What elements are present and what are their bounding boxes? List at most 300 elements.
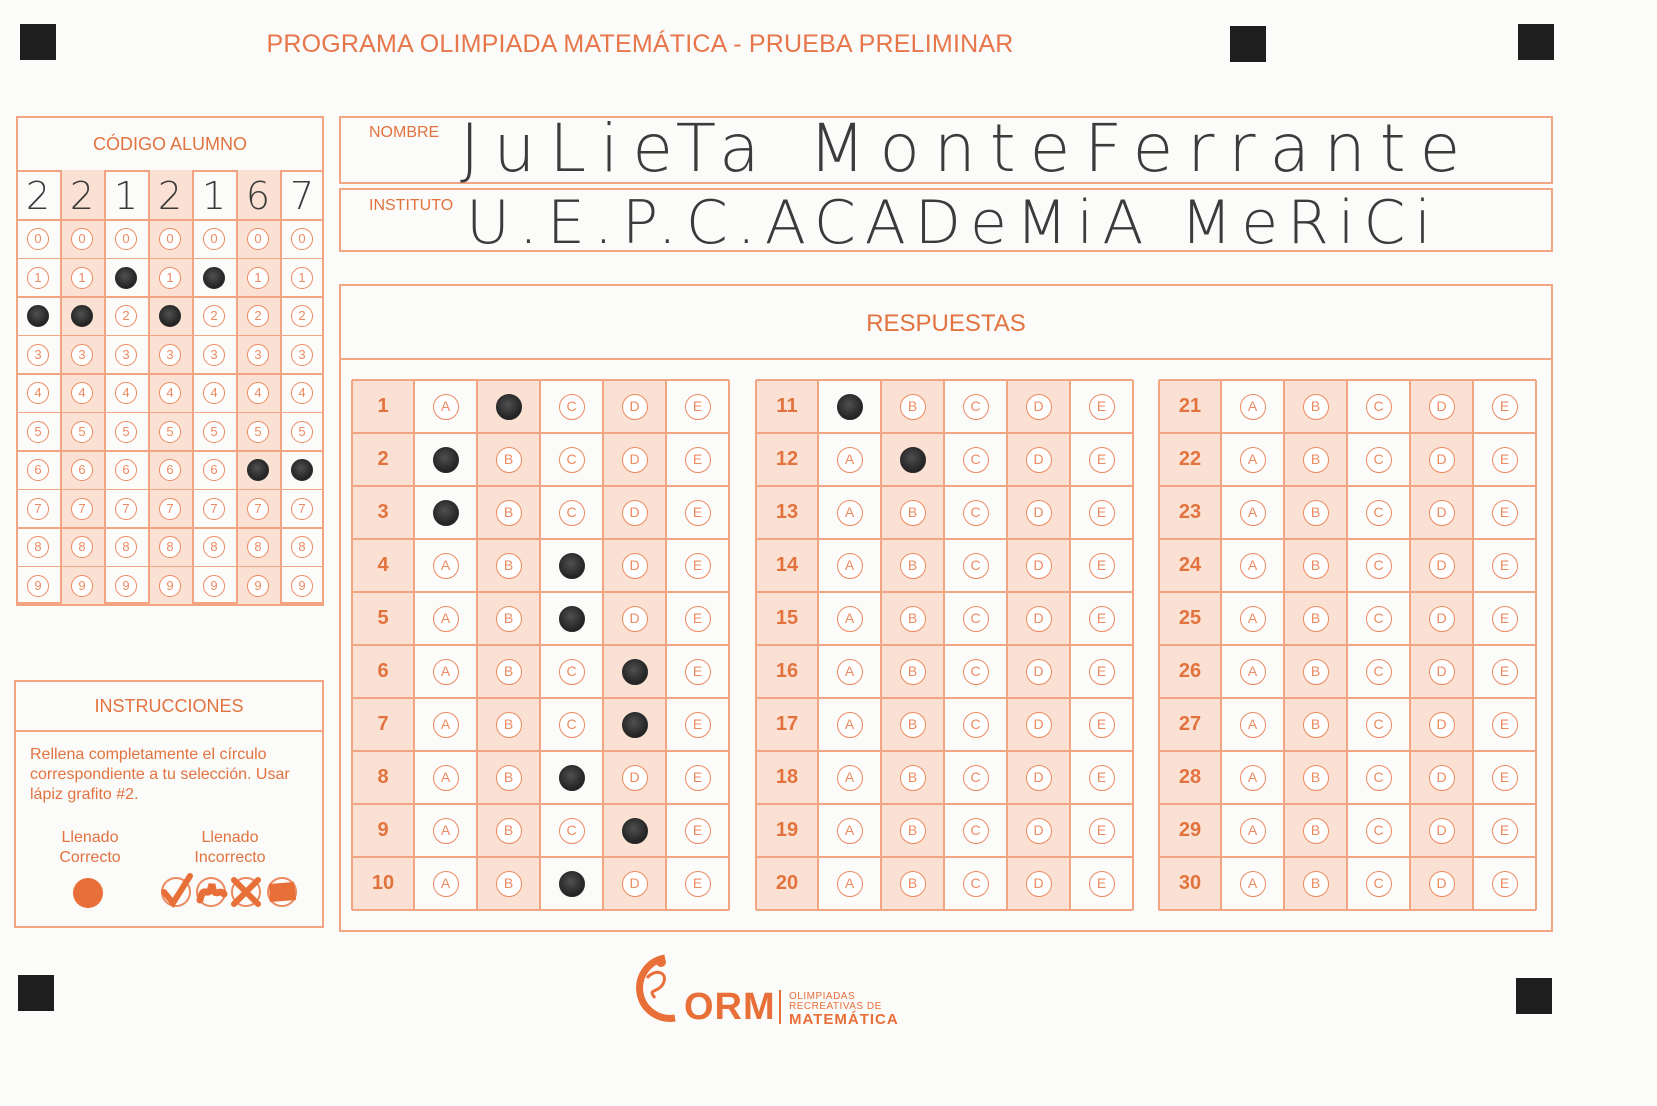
question-number: 2 xyxy=(377,447,389,470)
answer-option-bubble[interactable]: D xyxy=(1429,765,1455,791)
answer-option-bubble[interactable]: E xyxy=(1492,500,1518,526)
answer-grid-line xyxy=(1159,644,1536,646)
answer-option-bubble[interactable] xyxy=(837,394,863,420)
question-number: 15 xyxy=(775,606,799,629)
answer-option-bubble[interactable]: B xyxy=(1303,553,1329,579)
answer-option-bubble[interactable]: E xyxy=(1492,447,1518,473)
code-digit-bubble[interactable]: 4 xyxy=(291,382,313,404)
code-grid-line xyxy=(16,296,324,298)
answer-option-bubble[interactable]: C xyxy=(1366,553,1392,579)
code-digit-bubble[interactable]: 4 xyxy=(71,382,93,404)
question-number: 18 xyxy=(775,765,799,788)
code-digit-bubble[interactable]: 1 xyxy=(27,267,49,289)
answer-option-bubble[interactable] xyxy=(559,553,585,579)
answer-grid-line xyxy=(728,380,730,910)
answer-option-bubble[interactable]: A xyxy=(1240,765,1266,791)
answer-grid-line xyxy=(756,803,1133,805)
answer-option-bubble[interactable]: C xyxy=(1366,447,1392,473)
answer-grid-line xyxy=(352,591,729,593)
answer-grid-line xyxy=(756,591,1133,593)
code-digit-bubble[interactable]: 0 xyxy=(247,228,269,250)
code-digit-bubble[interactable]: 8 xyxy=(203,536,225,558)
answer-option-bubble[interactable]: A xyxy=(433,765,459,791)
answer-option-bubble[interactable]: A xyxy=(1240,394,1266,420)
code-digit-bubble[interactable]: 7 xyxy=(27,498,49,520)
code-digit-bubble[interactable]: 3 xyxy=(203,344,225,366)
code-digit-bubble[interactable]: 0 xyxy=(27,228,49,250)
answer-grid-line xyxy=(665,380,667,910)
code-digit-bubble[interactable]: 2 xyxy=(115,305,137,327)
answer-option-bubble[interactable]: B xyxy=(496,659,522,685)
answer-option-bubble[interactable]: D xyxy=(622,765,648,791)
answer-grid-line xyxy=(756,644,1133,646)
correct-fill-label: Llenado Correcto xyxy=(59,829,121,866)
answer-grid-line xyxy=(756,538,1133,540)
answer-option-bubble[interactable]: E xyxy=(1492,818,1518,844)
answer-option-bubble[interactable]: C xyxy=(963,394,989,420)
answer-option-bubble[interactable]: A xyxy=(1240,606,1266,632)
code-grid-line xyxy=(16,335,324,337)
answer-grid-line xyxy=(756,750,1133,752)
answer-option-bubble[interactable]: A xyxy=(1240,712,1266,738)
answer-option-bubble[interactable]: E xyxy=(1089,818,1115,844)
answer-option-bubble[interactable]: B xyxy=(496,765,522,791)
answer-option-bubble[interactable]: D xyxy=(1026,765,1052,791)
answer-option-bubble[interactable]: C xyxy=(1366,606,1392,632)
page-title: PROGRAMA OLIMPIADA MATEMÁTICA - PRUEBA PRELIMINAR xyxy=(266,30,1014,58)
code-digit-bubble[interactable]: 8 xyxy=(71,536,93,558)
code-grid-line xyxy=(60,170,62,605)
answer-grid-line xyxy=(1069,380,1071,910)
answer-option-bubble[interactable]: E xyxy=(1089,447,1115,473)
answer-option-bubble[interactable]: A xyxy=(433,606,459,632)
code-digit-handwritten: 2 xyxy=(157,174,183,218)
answer-option-bubble[interactable]: E xyxy=(1492,553,1518,579)
answer-option-bubble[interactable]: C xyxy=(1366,500,1392,526)
answer-option-bubble[interactable]: B xyxy=(1303,659,1329,685)
answer-option-bubble[interactable]: C xyxy=(1366,659,1392,685)
code-digit-bubble[interactable]: 8 xyxy=(159,536,181,558)
question-number: 30 xyxy=(1178,871,1202,894)
code-digit-bubble[interactable]: 5 xyxy=(203,421,225,443)
question-number: 27 xyxy=(1178,712,1202,735)
answer-option-bubble[interactable]: D xyxy=(1026,553,1052,579)
question-number: 20 xyxy=(775,871,799,894)
answer-option-bubble[interactable]: D xyxy=(1429,818,1455,844)
answer-grid-line xyxy=(1159,485,1536,487)
code-digit-bubble[interactable]: 6 xyxy=(115,459,137,481)
answer-option-bubble[interactable]: C xyxy=(963,871,989,897)
answer-option-bubble[interactable]: D xyxy=(622,553,648,579)
code-digit-bubble[interactable]: 0 xyxy=(203,228,225,250)
code-digit-bubble[interactable]: 4 xyxy=(203,382,225,404)
answer-option-bubble[interactable]: C xyxy=(963,553,989,579)
answer-option-bubble[interactable]: B xyxy=(496,553,522,579)
answer-option-bubble[interactable]: D xyxy=(1026,818,1052,844)
answer-option-bubble[interactable]: E xyxy=(1089,712,1115,738)
answer-option-bubble[interactable]: E xyxy=(1089,765,1115,791)
code-digit-bubble[interactable]: 5 xyxy=(71,421,93,443)
question-number: 6 xyxy=(377,659,389,682)
answer-option-bubble[interactable]: D xyxy=(622,606,648,632)
answer-option-bubble[interactable]: A xyxy=(1240,818,1266,844)
answer-option-bubble[interactable]: A xyxy=(433,818,459,844)
code-digit-bubble[interactable]: 8 xyxy=(247,536,269,558)
code-grid-line xyxy=(104,170,106,605)
code-digit-bubble[interactable]: 2 xyxy=(203,305,225,327)
answer-grid-line xyxy=(352,856,729,858)
code-digit-bubble[interactable]: 4 xyxy=(247,382,269,404)
code-grid-line xyxy=(16,527,324,529)
answer-option-bubble[interactable]: C xyxy=(963,606,989,632)
answer-option-bubble[interactable]: C xyxy=(1366,765,1392,791)
answer-option-bubble[interactable]: B xyxy=(900,553,926,579)
answer-option-bubble[interactable]: B xyxy=(900,818,926,844)
answer-option-bubble[interactable]: C xyxy=(559,447,585,473)
answer-option-bubble[interactable]: D xyxy=(622,394,648,420)
answer-option-bubble[interactable]: D xyxy=(1429,659,1455,685)
code-digit-bubble[interactable]: 8 xyxy=(291,536,313,558)
code-digit-bubble[interactable]: 9 xyxy=(115,575,137,597)
code-grid-line xyxy=(16,566,324,568)
code-digit-bubble[interactable]: 4 xyxy=(159,382,181,404)
answer-option-bubble[interactable]: A xyxy=(433,712,459,738)
code-digit-bubble[interactable]: 7 xyxy=(247,498,269,520)
answer-option-bubble[interactable]: E xyxy=(685,712,711,738)
code-digit-bubble[interactable]: 9 xyxy=(247,575,269,597)
code-digit-bubble[interactable]: 2 xyxy=(247,305,269,327)
answer-option-bubble[interactable]: A xyxy=(837,500,863,526)
question-number: 25 xyxy=(1178,606,1202,629)
answer-option-bubble[interactable]: A xyxy=(1240,659,1266,685)
answer-option-bubble[interactable]: D xyxy=(1429,394,1455,420)
answer-grid-line xyxy=(1159,432,1536,434)
answer-option-bubble[interactable]: B xyxy=(900,871,926,897)
answer-option-bubble[interactable]: E xyxy=(685,659,711,685)
answer-option-bubble[interactable]: B xyxy=(900,394,926,420)
answer-option-bubble[interactable]: B xyxy=(1303,871,1329,897)
code-digit-bubble[interactable]: 6 xyxy=(203,459,225,481)
code-digit-handwritten: 1 xyxy=(201,174,227,218)
code-digit-bubble[interactable]: 0 xyxy=(159,228,181,250)
code-grid-line xyxy=(16,412,324,414)
code-grid-line xyxy=(16,258,324,260)
code-grid-line xyxy=(280,170,282,605)
answer-option-bubble[interactable] xyxy=(559,765,585,791)
answer-option-bubble[interactable]: D xyxy=(1026,659,1052,685)
code-grid-line xyxy=(16,219,324,221)
answer-option-bubble[interactable]: B xyxy=(496,500,522,526)
answer-grid-line xyxy=(352,644,729,646)
answer-option-bubble[interactable]: A xyxy=(837,871,863,897)
answer-option-bubble[interactable]: A xyxy=(837,818,863,844)
answer-option-bubble[interactable]: E xyxy=(1089,553,1115,579)
answer-option-bubble[interactable]: B xyxy=(900,500,926,526)
answer-option-bubble[interactable] xyxy=(622,818,648,844)
code-digit-bubble[interactable]: 7 xyxy=(115,498,137,520)
answer-option-bubble[interactable]: A xyxy=(837,765,863,791)
code-digit-bubble[interactable]: 9 xyxy=(27,575,49,597)
answer-grid-line xyxy=(1006,380,1008,910)
answer-option-bubble[interactable]: A xyxy=(1240,500,1266,526)
logo-line3: MATEMÁTICA xyxy=(789,1011,899,1028)
question-number: 13 xyxy=(775,500,799,523)
answer-option-bubble[interactable] xyxy=(496,394,522,420)
answer-option-bubble[interactable]: D xyxy=(1026,394,1052,420)
answer-option-bubble[interactable]: E xyxy=(1492,606,1518,632)
answer-option-bubble[interactable]: B xyxy=(900,712,926,738)
question-number: 9 xyxy=(377,818,389,841)
answer-grid-line xyxy=(756,856,1133,858)
answer-option-bubble[interactable]: B xyxy=(496,871,522,897)
answer-option-bubble[interactable]: C xyxy=(1366,712,1392,738)
answer-option-bubble[interactable] xyxy=(622,712,648,738)
code-digit-bubble[interactable]: 5 xyxy=(115,421,137,443)
answer-option-bubble[interactable]: B xyxy=(496,712,522,738)
answer-option-bubble[interactable]: C xyxy=(963,659,989,685)
answer-option-bubble[interactable]: A xyxy=(1240,871,1266,897)
answer-option-bubble[interactable]: A xyxy=(433,871,459,897)
answer-option-bubble[interactable]: C xyxy=(963,818,989,844)
answer-option-bubble[interactable]: E xyxy=(685,500,711,526)
code-digit-bubble[interactable] xyxy=(115,267,137,289)
question-number: 16 xyxy=(775,659,799,682)
code-grid-line xyxy=(16,489,324,491)
answer-option-bubble[interactable] xyxy=(622,659,648,685)
answer-option-bubble[interactable] xyxy=(559,871,585,897)
answer-grid-line xyxy=(352,485,729,487)
question-number: 8 xyxy=(377,765,389,788)
answer-grid-line xyxy=(1535,380,1537,910)
answer-option-bubble[interactable]: B xyxy=(1303,447,1329,473)
question-number: 11 xyxy=(776,394,798,417)
answer-grid-line xyxy=(352,803,729,805)
answer-option-bubble[interactable]: C xyxy=(559,659,585,685)
answer-option-bubble[interactable]: C xyxy=(559,500,585,526)
code-digit-bubble[interactable]: 5 xyxy=(291,421,313,443)
code-digit-bubble[interactable]: 3 xyxy=(247,344,269,366)
answer-option-bubble[interactable]: D xyxy=(622,500,648,526)
code-digit-bubble[interactable]: 1 xyxy=(159,267,181,289)
question-number: 10 xyxy=(371,871,395,894)
answer-option-bubble[interactable]: C xyxy=(559,712,585,738)
code-digit-bubble[interactable]: 1 xyxy=(247,267,269,289)
code-digit-bubble[interactable]: 7 xyxy=(71,498,93,520)
answer-grid-line xyxy=(1346,380,1348,910)
code-grid-line xyxy=(16,450,324,452)
answer-option-bubble[interactable]: B xyxy=(496,818,522,844)
answer-option-bubble[interactable]: A xyxy=(837,712,863,738)
answer-option-bubble[interactable]: D xyxy=(1429,871,1455,897)
answer-grid-line xyxy=(352,379,729,381)
code-digit-bubble[interactable]: 6 xyxy=(27,459,49,481)
code-digit-bubble[interactable]: 6 xyxy=(159,459,181,481)
answer-option-bubble[interactable]: A xyxy=(433,553,459,579)
answer-option-bubble[interactable] xyxy=(559,606,585,632)
code-digit-bubble[interactable]: 7 xyxy=(291,498,313,520)
incorrect-fill-label: Llenado Incorrecto xyxy=(194,829,266,866)
logo-line2: RECREATIVAS DE xyxy=(789,1001,882,1012)
answer-option-bubble[interactable]: A xyxy=(837,553,863,579)
code-digit-bubble[interactable]: 5 xyxy=(159,421,181,443)
code-digit-bubble[interactable]: 3 xyxy=(71,344,93,366)
answer-option-bubble[interactable]: D xyxy=(1026,712,1052,738)
answer-option-bubble[interactable]: B xyxy=(900,765,926,791)
answer-option-bubble[interactable]: E xyxy=(1492,765,1518,791)
answer-option-bubble[interactable]: A xyxy=(837,447,863,473)
answer-option-bubble[interactable]: B xyxy=(1303,394,1329,420)
answer-option-bubble[interactable]: D xyxy=(1026,606,1052,632)
code-digit-bubble[interactable]: 3 xyxy=(291,344,313,366)
answer-option-bubble[interactable]: A xyxy=(433,394,459,420)
answer-option-bubble[interactable]: A xyxy=(837,659,863,685)
code-digit-bubble[interactable]: 1 xyxy=(291,267,313,289)
code-grid-line xyxy=(16,604,324,606)
code-digit-bubble[interactable]: 9 xyxy=(71,575,93,597)
answer-option-bubble[interactable]: D xyxy=(1026,447,1052,473)
incorrect-fill-examples-icon xyxy=(156,872,304,912)
code-digit-bubble[interactable]: 4 xyxy=(115,382,137,404)
answer-option-bubble[interactable]: B xyxy=(1303,606,1329,632)
answer-option-bubble[interactable]: B xyxy=(496,606,522,632)
answer-option-bubble[interactable]: D xyxy=(622,871,648,897)
code-digit-bubble[interactable]: 3 xyxy=(115,344,137,366)
question-number: 1 xyxy=(377,394,389,417)
code-digit-bubble[interactable]: 9 xyxy=(203,575,225,597)
answer-option-bubble[interactable]: D xyxy=(1026,500,1052,526)
answer-grid-line xyxy=(943,380,945,910)
question-number: 28 xyxy=(1178,765,1202,788)
answer-option-bubble[interactable]: D xyxy=(1026,871,1052,897)
code-digit-bubble[interactable]: 0 xyxy=(71,228,93,250)
answer-option-bubble[interactable]: C xyxy=(963,500,989,526)
registration-mark-bottom-left xyxy=(18,975,54,1011)
answer-option-bubble[interactable]: C xyxy=(963,447,989,473)
answer-option-bubble[interactable]: D xyxy=(1429,447,1455,473)
answer-option-bubble[interactable]: C xyxy=(1366,818,1392,844)
code-digit-handwritten: 2 xyxy=(69,174,95,218)
answer-option-bubble[interactable]: E xyxy=(1492,871,1518,897)
answer-grid-line xyxy=(756,379,1133,381)
answer-option-bubble[interactable]: E xyxy=(685,553,711,579)
answer-option-bubble[interactable]: E xyxy=(1492,659,1518,685)
institute-label: INSTITUTO xyxy=(369,197,454,214)
answer-grid-line xyxy=(1132,380,1134,910)
answer-option-bubble[interactable]: E xyxy=(1089,394,1115,420)
code-grid-line xyxy=(192,170,194,605)
answer-option-bubble[interactable]: E xyxy=(1089,659,1115,685)
code-digit-bubble[interactable] xyxy=(203,267,225,289)
answer-option-bubble[interactable]: E xyxy=(685,606,711,632)
code-digit-bubble[interactable]: 7 xyxy=(203,498,225,520)
answer-option-bubble[interactable]: D xyxy=(1429,606,1455,632)
answer-option-bubble[interactable]: A xyxy=(1240,553,1266,579)
answer-option-bubble[interactable]: D xyxy=(1429,553,1455,579)
answer-option-bubble[interactable]: A xyxy=(837,606,863,632)
name-value-handwritten: JuLieTa MonteFerrante xyxy=(460,110,1475,187)
code-digit-bubble[interactable]: 0 xyxy=(291,228,313,250)
code-digit-bubble[interactable]: 9 xyxy=(291,575,313,597)
code-grid-line xyxy=(236,170,238,605)
question-number: 12 xyxy=(775,447,799,470)
answer-option-bubble[interactable]: E xyxy=(1089,500,1115,526)
answer-option-bubble[interactable]: B xyxy=(1303,712,1329,738)
answer-option-bubble[interactable] xyxy=(433,500,459,526)
answer-option-bubble[interactable]: B xyxy=(1303,500,1329,526)
answer-option-bubble[interactable] xyxy=(433,447,459,473)
answer-option-bubble[interactable] xyxy=(900,447,926,473)
answer-option-bubble[interactable]: C xyxy=(559,818,585,844)
name-label: NOMBRE xyxy=(369,124,440,141)
answer-grid-line xyxy=(1472,380,1474,910)
answer-option-bubble[interactable]: C xyxy=(963,712,989,738)
code-digit-bubble[interactable]: 5 xyxy=(247,421,269,443)
institute-value-handwritten: U.E.P.C.ACADeMiA MeRiCi xyxy=(466,188,1441,258)
answer-option-bubble[interactable]: C xyxy=(559,394,585,420)
answer-option-bubble[interactable]: E xyxy=(685,394,711,420)
question-number: 4 xyxy=(377,553,389,576)
answer-option-bubble[interactable]: C xyxy=(963,765,989,791)
answer-option-bubble[interactable]: B xyxy=(900,606,926,632)
answer-option-bubble[interactable]: D xyxy=(622,447,648,473)
answer-option-bubble[interactable]: E xyxy=(685,818,711,844)
answer-option-bubble[interactable]: C xyxy=(1366,394,1392,420)
answer-grid-line xyxy=(539,380,541,910)
answer-grid-line xyxy=(476,380,478,910)
question-number: 22 xyxy=(1178,447,1202,470)
code-digit-bubble[interactable]: 1 xyxy=(71,267,93,289)
answer-option-bubble[interactable]: E xyxy=(1492,712,1518,738)
answer-option-bubble[interactable]: B xyxy=(496,447,522,473)
answer-option-bubble[interactable]: E xyxy=(1089,871,1115,897)
answer-grid-line xyxy=(1159,591,1536,593)
instructions-title: INSTRUCCIONES xyxy=(94,696,244,716)
answer-option-bubble[interactable]: A xyxy=(433,659,459,685)
orm-logo-icon xyxy=(625,948,685,1028)
code-digit-bubble[interactable]: 6 xyxy=(71,459,93,481)
answer-option-bubble[interactable]: E xyxy=(1089,606,1115,632)
answer-option-bubble[interactable]: E xyxy=(685,765,711,791)
answer-option-bubble[interactable]: C xyxy=(1366,871,1392,897)
answer-option-bubble[interactable]: D xyxy=(1429,500,1455,526)
correct-fill-example-icon xyxy=(73,878,103,908)
answer-option-bubble[interactable]: B xyxy=(1303,765,1329,791)
answer-option-bubble[interactable]: A xyxy=(1240,447,1266,473)
code-digit-bubble[interactable]: 8 xyxy=(115,536,137,558)
code-digit-handwritten: 7 xyxy=(289,174,315,218)
code-digit-bubble[interactable]: 9 xyxy=(159,575,181,597)
code-digit-bubble[interactable]: 2 xyxy=(291,305,313,327)
answer-grid-line xyxy=(1159,538,1536,540)
answer-option-bubble[interactable]: E xyxy=(685,447,711,473)
answer-option-bubble[interactable]: B xyxy=(1303,818,1329,844)
code-digit-bubble[interactable]: 0 xyxy=(115,228,137,250)
answer-option-bubble[interactable]: D xyxy=(1429,712,1455,738)
logo-letters: ORM xyxy=(684,986,776,1028)
question-number: 7 xyxy=(377,712,389,735)
answer-grid-line xyxy=(352,909,729,911)
code-digit-bubble[interactable]: 4 xyxy=(27,382,49,404)
code-digit-bubble[interactable]: 3 xyxy=(159,344,181,366)
code-digit-bubble[interactable]: 3 xyxy=(27,344,49,366)
code-digit-bubble[interactable]: 8 xyxy=(27,536,49,558)
code-digit-bubble[interactable]: 7 xyxy=(159,498,181,520)
code-digit-bubble[interactable]: 5 xyxy=(27,421,49,443)
answer-option-bubble[interactable]: E xyxy=(1492,394,1518,420)
answer-option-bubble[interactable]: E xyxy=(685,871,711,897)
answer-grid-line xyxy=(1159,750,1536,752)
answer-option-bubble[interactable]: B xyxy=(900,659,926,685)
